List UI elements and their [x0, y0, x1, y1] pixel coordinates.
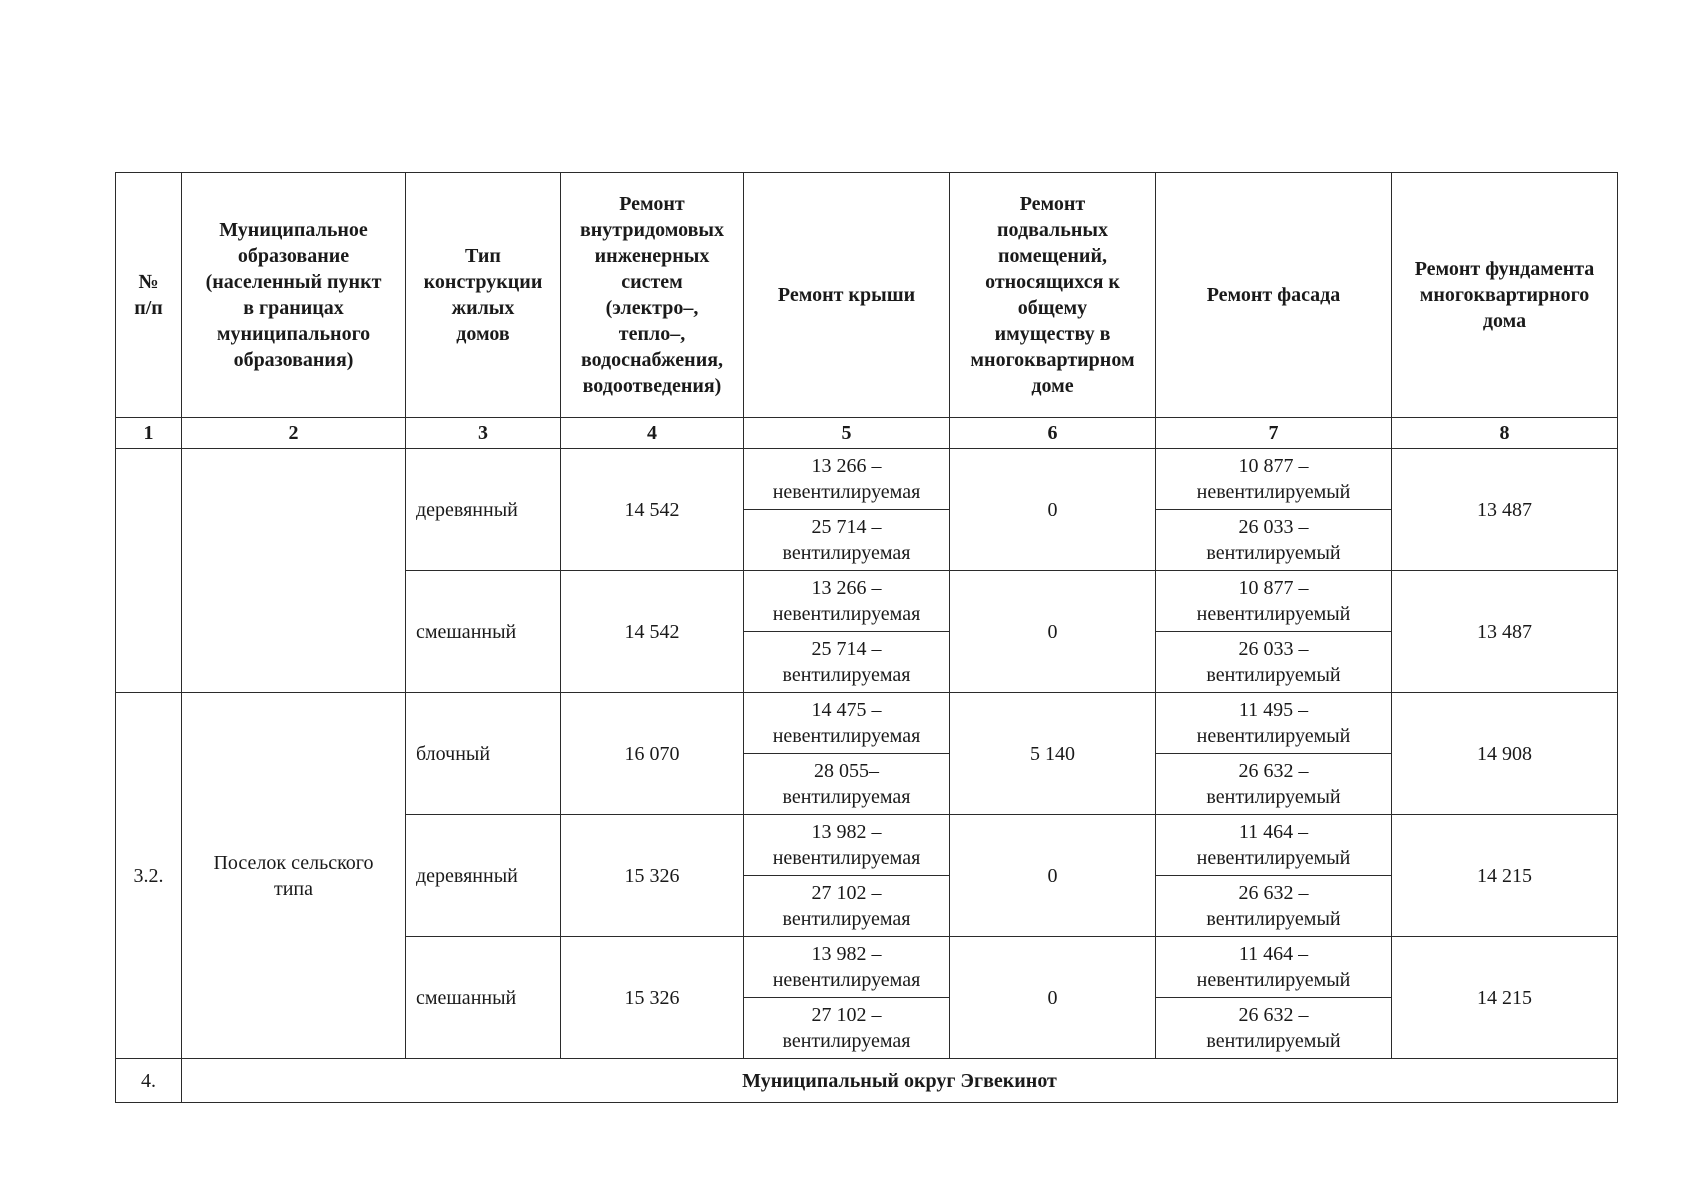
text-line: многоквартирного	[1419, 284, 1590, 306]
text-line: вентилируемая	[782, 1030, 911, 1052]
construction-type: блочный	[406, 693, 561, 815]
roof-ventilated-cost	[744, 998, 950, 1059]
text-line: Муниципальное	[219, 219, 368, 241]
text-line: внутридомовых	[579, 219, 725, 241]
text-line: подвальных	[997, 219, 1108, 241]
text-line: помещений,	[998, 245, 1107, 267]
construction-type: смешанный	[406, 571, 561, 693]
basement-cost: 5 140	[950, 693, 1156, 815]
text-line: образования)	[233, 349, 354, 371]
text-line: вентилируемый	[1206, 908, 1341, 930]
construction-type: смешанный	[406, 937, 561, 1059]
text-line: типа	[273, 877, 314, 900]
foundation-cost: 14 215	[1392, 815, 1618, 937]
header-roof-repair	[744, 173, 950, 418]
engineering-cost: 14 542	[561, 571, 744, 693]
foundation-cost: 13 487	[1392, 571, 1618, 693]
table-row	[116, 449, 1618, 510]
text-line: 11 464 –	[1238, 821, 1309, 843]
text-line: невентилируемая	[772, 847, 921, 869]
text-line: 28 055–	[814, 760, 879, 782]
municipality-name	[182, 449, 406, 693]
facade-ventilated-cost	[1156, 510, 1392, 571]
construction-type: деревянный	[406, 449, 561, 571]
text-line: невентилируемый	[1196, 847, 1351, 869]
column-number: 6	[950, 418, 1156, 449]
column-number: 8	[1392, 418, 1618, 449]
text-line: Ремонт крыши	[777, 284, 916, 306]
text-line: №	[138, 271, 159, 293]
text-line: 10 877 –	[1238, 577, 1309, 599]
text-line: 10 877 –	[1238, 455, 1309, 477]
text-line: вентилируемый	[1206, 786, 1341, 808]
text-line: Тип	[465, 245, 501, 267]
text-line: 25 714 –	[811, 516, 882, 538]
facade-nonventilated-cost	[1156, 815, 1392, 876]
header-foundation-repair	[1392, 173, 1618, 418]
text-line: 11 464 –	[1238, 943, 1309, 965]
text-line: домов	[456, 323, 510, 345]
text-line: 13 266 –	[811, 455, 882, 477]
roof-ventilated-cost	[744, 754, 950, 815]
text-line: систем	[621, 271, 683, 293]
text-line: 13 982 –	[811, 821, 882, 843]
text-line: 26 632 –	[1238, 882, 1309, 904]
text-line: муниципального	[216, 323, 371, 345]
text-line: (электро–,	[605, 297, 699, 319]
facade-nonventilated-cost	[1156, 449, 1392, 510]
roof-ventilated-cost	[744, 510, 950, 571]
text-line: конструкции	[423, 271, 543, 293]
text-line: Ремонт	[619, 193, 685, 215]
text-line: 11 495 –	[1238, 699, 1309, 721]
text-line: 26 033 –	[1238, 516, 1309, 538]
engineering-cost: 16 070	[561, 693, 744, 815]
facade-nonventilated-cost	[1156, 937, 1392, 998]
facade-ventilated-cost	[1156, 876, 1392, 937]
facade-ventilated-cost	[1156, 632, 1392, 693]
text-line: Ремонт	[1019, 193, 1086, 215]
basement-cost: 0	[950, 449, 1156, 571]
text-line: 27 102 –	[811, 1004, 882, 1026]
text-line: невентилируемый	[1196, 725, 1351, 747]
column-number: 5	[744, 418, 950, 449]
repair-cost-table	[115, 172, 1618, 1103]
column-number: 7	[1156, 418, 1392, 449]
header-number	[116, 173, 182, 418]
text-line: невентилируемый	[1196, 481, 1351, 503]
text-line: 26 632 –	[1238, 760, 1309, 782]
text-line: вентилируемый	[1206, 1030, 1341, 1052]
facade-nonventilated-cost	[1156, 571, 1392, 632]
header-basement-repair	[950, 173, 1156, 418]
text-line: вентилируемый	[1206, 542, 1341, 564]
text-line: водоснабжения,	[580, 349, 724, 371]
text-line: вентилируемая	[782, 786, 911, 808]
text-line: инженерных	[594, 245, 710, 267]
construction-type: деревянный	[406, 815, 561, 937]
text-line: 14 475 –	[811, 699, 882, 721]
engineering-cost: 15 326	[561, 815, 744, 937]
text-line: образование	[237, 245, 350, 267]
text-line: невентилируемая	[772, 969, 921, 991]
text-line: тепло–,	[618, 323, 686, 345]
text-line: многоквартирном	[970, 349, 1135, 371]
text-line: 13 982 –	[811, 943, 882, 965]
basement-cost: 0	[950, 571, 1156, 693]
district-row	[116, 1059, 1618, 1103]
table-row	[116, 693, 1618, 754]
header-row	[116, 173, 1618, 418]
text-line: жилых	[451, 297, 515, 319]
text-line: 25 714 –	[811, 638, 882, 660]
text-line: в границах	[243, 297, 344, 319]
foundation-cost: 14 908	[1392, 693, 1618, 815]
text-line: невентилируемый	[1196, 603, 1351, 625]
item-number: 3.2.	[116, 693, 182, 1059]
header-municipality	[182, 173, 406, 418]
text-line: Ремонт фасада	[1206, 284, 1341, 306]
roof-nonventilated-cost	[744, 815, 950, 876]
roof-nonventilated-cost	[744, 937, 950, 998]
text-line: имуществу в	[994, 323, 1111, 345]
table-body	[116, 449, 1618, 1059]
foundation-cost: 13 487	[1392, 449, 1618, 571]
column-number: 4	[561, 418, 744, 449]
text-line: доме	[1031, 375, 1074, 397]
facade-ventilated-cost	[1156, 998, 1392, 1059]
facade-nonventilated-cost	[1156, 693, 1392, 754]
text-line: 26 033 –	[1238, 638, 1309, 660]
text-line: вентилируемая	[782, 664, 911, 686]
foundation-cost: 14 215	[1392, 937, 1618, 1059]
basement-cost: 0	[950, 815, 1156, 937]
text-line: вентилируемый	[1206, 664, 1341, 686]
text-line: п/п	[134, 297, 163, 319]
text-line: Ремонт фундамента	[1414, 258, 1595, 280]
text-line: 13 266 –	[811, 577, 882, 599]
text-line: невентилируемая	[772, 481, 921, 503]
engineering-cost: 15 326	[561, 937, 744, 1059]
text-line: относящихся к	[985, 271, 1120, 293]
item-number	[116, 449, 182, 693]
roof-nonventilated-cost	[744, 571, 950, 632]
engineering-cost: 14 542	[561, 449, 744, 571]
column-number: 3	[406, 418, 561, 449]
roof-nonventilated-cost	[744, 693, 950, 754]
district-number: 4.	[116, 1059, 182, 1103]
text-line: (населенный пункт	[205, 271, 382, 293]
district-name: Муниципальный округ Эгвекинот	[182, 1059, 1618, 1103]
roof-ventilated-cost	[744, 632, 950, 693]
text-line: вентилируемая	[782, 908, 911, 930]
basement-cost: 0	[950, 937, 1156, 1059]
column-number: 2	[182, 418, 406, 449]
text-line: общему	[1017, 297, 1088, 319]
roof-ventilated-cost	[744, 876, 950, 937]
roof-nonventilated-cost	[744, 449, 950, 510]
text-line: водоотведения)	[582, 375, 722, 397]
text-line: невентилируемый	[1196, 969, 1351, 991]
text-line: дома	[1482, 310, 1527, 332]
text-line: вентилируемая	[782, 542, 911, 564]
text-line: 26 632 –	[1238, 1004, 1309, 1026]
text-line: 27 102 –	[811, 882, 882, 904]
header-engineering-systems	[561, 173, 744, 418]
column-numbers-row	[116, 418, 1618, 449]
column-number: 1	[116, 418, 182, 449]
header-construction-type	[406, 173, 561, 418]
text-line: невентилируемая	[772, 725, 921, 747]
text-line: невентилируемая	[772, 603, 921, 625]
municipality-name	[182, 693, 406, 1059]
facade-ventilated-cost	[1156, 754, 1392, 815]
text-line: Поселок сельского	[213, 851, 374, 874]
header-facade-repair	[1156, 173, 1392, 418]
